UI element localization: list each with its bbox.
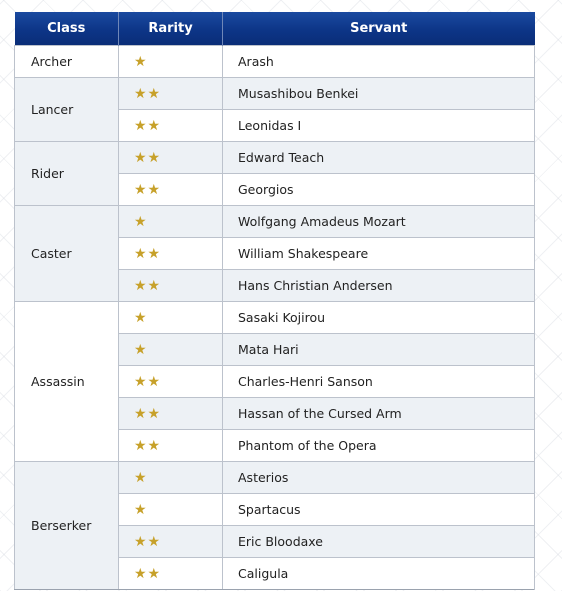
servant-name-cell[interactable]: Musashibou Benkei bbox=[223, 78, 535, 110]
star-icon: ★ bbox=[134, 341, 148, 358]
rarity-cell bbox=[119, 558, 223, 590]
class-cell: Rider bbox=[15, 142, 119, 206]
rarity-cell bbox=[119, 78, 223, 110]
servant-name-cell[interactable]: Mata Hari bbox=[223, 334, 535, 366]
servant-name-cell[interactable]: Spartacus bbox=[223, 494, 535, 526]
bottom-divider bbox=[14, 589, 534, 590]
servant-table bbox=[14, 12, 535, 590]
table-row bbox=[15, 78, 535, 110]
servant-name-cell[interactable]: Arash bbox=[223, 46, 535, 78]
rarity-column-header[interactable]: Rarity bbox=[119, 12, 223, 46]
servant-name-cell[interactable]: Georgios bbox=[223, 174, 535, 206]
class-cell: Archer bbox=[15, 46, 119, 78]
rarity-cell bbox=[119, 238, 223, 270]
star-icon: ★ bbox=[134, 309, 148, 326]
rarity-cell bbox=[119, 366, 223, 398]
servant-name-cell[interactable]: Eric Bloodaxe bbox=[223, 526, 535, 558]
servant-name-cell[interactable]: William Shakespeare bbox=[223, 238, 535, 270]
star-icon: ★★ bbox=[134, 373, 162, 390]
servant-name-cell[interactable]: Asterios bbox=[223, 462, 535, 494]
star-icon: ★★ bbox=[134, 149, 162, 166]
star-icon: ★ bbox=[134, 213, 148, 230]
rarity-cell bbox=[119, 462, 223, 494]
rarity-cell bbox=[119, 142, 223, 174]
servant-name-cell[interactable]: Wolfgang Amadeus Mozart bbox=[223, 206, 535, 238]
star-icon: ★ bbox=[134, 501, 148, 518]
star-icon: ★★ bbox=[134, 85, 162, 102]
class-cell: Assassin bbox=[15, 302, 119, 462]
class-cell: Berserker bbox=[15, 462, 119, 590]
table-row bbox=[15, 206, 535, 238]
rarity-cell bbox=[119, 334, 223, 366]
star-icon: ★ bbox=[134, 469, 148, 486]
rarity-cell bbox=[119, 302, 223, 334]
star-icon: ★ bbox=[134, 53, 148, 70]
table-body bbox=[15, 46, 535, 590]
rarity-cell bbox=[119, 494, 223, 526]
table-row bbox=[15, 462, 535, 494]
rarity-cell bbox=[119, 174, 223, 206]
star-icon: ★★ bbox=[134, 245, 162, 262]
class-cell: Caster bbox=[15, 206, 119, 302]
rarity-cell bbox=[119, 526, 223, 558]
star-icon: ★★ bbox=[134, 437, 162, 454]
servant-name-cell[interactable]: Hans Christian Andersen bbox=[223, 270, 535, 302]
servant-name-cell[interactable]: Leonidas I bbox=[223, 110, 535, 142]
servant-name-cell[interactable]: Edward Teach bbox=[223, 142, 535, 174]
class-cell: Lancer bbox=[15, 78, 119, 142]
servant-name-cell[interactable]: Caligula bbox=[223, 558, 535, 590]
star-icon: ★★ bbox=[134, 405, 162, 422]
table-row bbox=[15, 302, 535, 334]
servant-name-cell[interactable]: Charles-Henri Sanson bbox=[223, 366, 535, 398]
rarity-cell bbox=[119, 206, 223, 238]
rarity-cell bbox=[119, 110, 223, 142]
servant-column-header[interactable]: Servant bbox=[223, 12, 535, 46]
table-header-row bbox=[15, 12, 535, 46]
table-row bbox=[15, 142, 535, 174]
star-icon: ★★ bbox=[134, 277, 162, 294]
table-row bbox=[15, 46, 535, 78]
star-icon: ★★ bbox=[134, 533, 162, 550]
rarity-cell bbox=[119, 398, 223, 430]
class-column-header[interactable]: Class bbox=[15, 12, 119, 46]
servant-name-cell[interactable]: Hassan of the Cursed Arm bbox=[223, 398, 535, 430]
rarity-cell bbox=[119, 430, 223, 462]
servant-name-cell[interactable]: Phantom of the Opera bbox=[223, 430, 535, 462]
servant-name-cell[interactable]: Sasaki Kojirou bbox=[223, 302, 535, 334]
rarity-cell bbox=[119, 46, 223, 78]
star-icon: ★★ bbox=[134, 565, 162, 582]
star-icon: ★★ bbox=[134, 117, 162, 134]
star-icon: ★★ bbox=[134, 181, 162, 198]
rarity-cell bbox=[119, 270, 223, 302]
